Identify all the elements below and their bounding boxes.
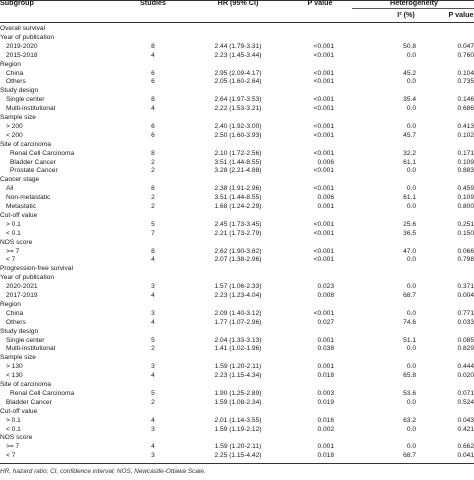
het-pvalue-cell: 0.371 xyxy=(457,283,474,291)
subgroup-cell: < 7 xyxy=(6,452,16,460)
subgroup-cell: Year of publication xyxy=(0,33,55,41)
studies-cell: 4 xyxy=(151,318,155,326)
pvalue-cell: 0.016 xyxy=(317,416,334,424)
het-pvalue-cell: 0.413 xyxy=(457,122,474,130)
table-footnote: HR, hazard ratio; CI, confidence interval; NOS, Newcastle-Ottawa Scale. xyxy=(0,468,206,475)
subgroup-cell: China xyxy=(6,69,24,77)
studies-cell: 4 xyxy=(151,51,155,59)
het-pvalue-cell: 0.251 xyxy=(457,220,474,228)
hr-cell: 1.90 (1.25-2.89) xyxy=(214,389,262,397)
studies-cell: 8 xyxy=(151,96,155,104)
subgroup-cell: Single center xyxy=(6,96,45,104)
header-het-pvalue: P value xyxy=(448,10,474,19)
subgroup-cell: 2017-2019 xyxy=(6,292,38,299)
pvalue-cell: <0.001 xyxy=(313,131,334,139)
subgroup-cell: Site of carcinoma xyxy=(0,381,51,388)
pvalue-cell: 0.002 xyxy=(317,425,334,433)
subgroup-cell: Sample size xyxy=(0,354,36,362)
studies-cell: 8 xyxy=(151,149,155,157)
hr-cell: 2.44 (1.79-3.31) xyxy=(214,42,262,50)
het-pvalue-cell: 0.760 xyxy=(457,51,474,59)
studies-cell: 4 xyxy=(151,443,155,451)
subgroup-cell: Cut-off value xyxy=(0,407,38,415)
studies-cell: 6 xyxy=(151,131,155,139)
studies-cell: 2 xyxy=(151,203,155,210)
hr-cell: 2.22 (1.53-3.21) xyxy=(214,105,262,113)
subgroup-cell: >= 7 xyxy=(6,247,20,255)
studies-cell: 6 xyxy=(151,69,155,77)
subgroup-cell: < 0.1 xyxy=(6,425,21,433)
hr-cell: 1.59 (1.08-2.34) xyxy=(214,398,262,406)
heterogeneity-rule xyxy=(352,8,474,9)
pvalue-cell: <0.001 xyxy=(313,220,334,228)
i2-cell: 0.0 xyxy=(406,283,416,291)
i2-cell: 45.2 xyxy=(403,69,416,77)
hr-cell: 2.23 (1.45-3.44) xyxy=(214,51,262,59)
pvalue-cell: <0.001 xyxy=(313,96,334,104)
i2-cell: 74.6 xyxy=(403,318,416,326)
het-pvalue-cell: 0.104 xyxy=(457,69,474,77)
subgroup-cell: Study design xyxy=(0,327,39,335)
i2-cell: 53.6 xyxy=(403,389,416,397)
subgroup-cell: All xyxy=(6,185,14,193)
hr-cell: 2.23 (1.23-4.04) xyxy=(214,292,262,299)
subgroup-cell: < 7 xyxy=(6,256,16,264)
header-hr: HR (95% CI) xyxy=(217,0,259,7)
studies-cell: 2 xyxy=(151,398,155,406)
i2-cell: 35.4 xyxy=(403,96,416,104)
subgroup-cell: Renal Cell Carcinoma xyxy=(10,149,75,157)
pvalue-cell: <0.001 xyxy=(313,122,334,130)
i2-cell: 0.0 xyxy=(406,185,416,193)
pvalue-cell: 0.023 xyxy=(317,283,334,291)
het-pvalue-cell: 0.524 xyxy=(457,398,474,406)
hr-cell: 2.05 (1.60-2.64) xyxy=(214,78,262,86)
pvalue-cell: 0.001 xyxy=(317,203,334,210)
studies-cell: 3 xyxy=(151,363,155,371)
i2-cell: 32.2 xyxy=(403,149,416,157)
het-pvalue-cell: 0.800 xyxy=(457,203,474,210)
studies-cell: 3 xyxy=(151,283,155,291)
hr-cell: 2.38 (1.91-2.96) xyxy=(214,185,262,193)
subgroup-cell: 2019-2020 xyxy=(6,42,38,50)
hr-cell: 2.01 (1.14-3.55) xyxy=(214,416,262,424)
i2-cell: 0.0 xyxy=(406,363,416,371)
studies-cell: 3 xyxy=(151,425,155,433)
i2-cell: 45.7 xyxy=(403,131,416,139)
hr-cell: 2.50 (1.60-3.93) xyxy=(214,131,262,139)
het-pvalue-cell: 0.146 xyxy=(457,96,474,104)
pvalue-cell: <0.001 xyxy=(313,309,334,317)
subgroup-cell: < 0.1 xyxy=(6,229,21,237)
pvalue-cell: <0.001 xyxy=(313,42,334,50)
studies-cell: 3 xyxy=(151,452,155,460)
het-pvalue-cell: 0.041 xyxy=(457,452,474,460)
pvalue-cell: 0.038 xyxy=(317,345,334,353)
het-pvalue-cell: 0.085 xyxy=(457,336,474,344)
i2-cell: 51.1 xyxy=(403,336,416,344)
pvalue-cell: <0.001 xyxy=(313,185,334,193)
subgroup-cell: Cut-off value xyxy=(0,211,38,219)
i2-cell: 0.0 xyxy=(406,122,416,130)
hr-cell: 2.21 (1.73-2.79) xyxy=(214,229,262,237)
i2-cell: 50.8 xyxy=(403,42,416,50)
hr-cell: 1.59 (1.20-2.11) xyxy=(214,443,262,451)
subgroup-cell: Progression-free survival xyxy=(0,265,73,273)
subgroup-cell: Sample size xyxy=(0,114,36,121)
studies-cell: 2 xyxy=(151,167,155,175)
subgroup-cell: Overall survival xyxy=(0,25,46,32)
i2-cell: 0.0 xyxy=(406,398,416,406)
subgroup-cell: > 0.1 xyxy=(6,220,21,228)
studies-cell: 5 xyxy=(151,389,155,397)
subgroup-cell: > 200 xyxy=(6,122,23,130)
hr-cell: 2.25 (1.15-4.42) xyxy=(214,452,262,460)
hr-cell: 1.59 (1.19-2.12) xyxy=(214,425,262,433)
hr-cell: 1.68 (1.24-2.29) xyxy=(214,203,262,210)
studies-cell: 6 xyxy=(151,78,155,86)
pvalue-cell: 0.006 xyxy=(317,194,334,202)
header-studies: Studies xyxy=(140,0,166,7)
subgroup-cell: NOS score xyxy=(0,434,33,442)
i2-cell: 25.6 xyxy=(403,220,416,228)
hr-cell: 1.57 (1.06-2.33) xyxy=(214,283,262,291)
i2-cell: 47.0 xyxy=(403,247,416,255)
het-pvalue-cell: 0.459 xyxy=(457,185,474,193)
het-pvalue-cell: 0.020 xyxy=(457,372,474,380)
subgroup-cell: Bladder Cancer xyxy=(10,158,56,166)
pvalue-cell: <0.001 xyxy=(313,229,334,237)
subgroup-cell: Region xyxy=(0,60,21,68)
hr-cell: 2.95 (2.09-4.17) xyxy=(214,69,262,77)
studies-cell: 6 xyxy=(151,122,155,130)
header-i2: I² (%) xyxy=(397,10,415,19)
het-pvalue-cell: 0.150 xyxy=(457,229,474,237)
i2-cell: 0.0 xyxy=(406,51,416,59)
studies-cell: 3 xyxy=(151,309,155,317)
i2-cell: 0.0 xyxy=(406,345,416,353)
i2-cell: 61.1 xyxy=(403,158,416,166)
het-pvalue-cell: 0.883 xyxy=(457,167,474,175)
subgroup-cell: Region xyxy=(0,300,21,308)
pvalue-cell: <0.001 xyxy=(313,69,334,77)
pvalue-cell: 0.006 xyxy=(317,158,334,166)
hr-cell: 3.28 (2.21-4.88) xyxy=(214,167,262,175)
subgroup-cell: Metastatic xyxy=(6,203,37,210)
subgroup-cell: < 130 xyxy=(6,372,23,380)
subgroup-cell: 2020-2021 xyxy=(6,283,38,291)
subgroup-cell: Others xyxy=(6,78,26,86)
i2-cell: 0.0 xyxy=(406,443,416,451)
pvalue-cell: <0.001 xyxy=(313,78,334,86)
i2-cell: 68.7 xyxy=(403,452,416,460)
subgroup-cell: 2015-2018 xyxy=(6,51,38,59)
subgroup-cell: Bladder Cancer xyxy=(6,398,52,406)
hr-cell: 2.40 (1.92-3.00) xyxy=(214,122,262,130)
studies-cell: 5 xyxy=(151,336,155,344)
studies-cell: 2 xyxy=(151,194,155,202)
i2-cell: 0.0 xyxy=(406,256,416,264)
hr-cell: 1.41 (1.02-1.96) xyxy=(214,345,262,353)
studies-cell: 8 xyxy=(151,42,155,50)
subgroup-cell: > 0.1 xyxy=(6,416,21,424)
i2-cell: 65.8 xyxy=(403,372,416,380)
subgroup-cell: Multi-institutional xyxy=(6,105,56,113)
subgroup-cell: China xyxy=(6,309,24,317)
subgroup-cell: Single center xyxy=(6,336,45,344)
het-pvalue-cell: 0.109 xyxy=(457,194,474,202)
pvalue-cell: <0.001 xyxy=(313,51,334,59)
hr-cell: 2.45 (1.73-3.45) xyxy=(214,220,262,228)
subgroup-cell: > 130 xyxy=(6,363,23,371)
het-pvalue-cell: 0.033 xyxy=(457,318,474,326)
pvalue-cell: <0.001 xyxy=(313,247,334,255)
subgroup-cell: >= 7 xyxy=(6,443,20,451)
het-pvalue-cell: 0.686 xyxy=(457,105,474,113)
het-pvalue-cell: 0.047 xyxy=(457,42,474,50)
pvalue-cell: 0.001 xyxy=(317,443,334,451)
het-pvalue-cell: 0.662 xyxy=(457,443,474,451)
pvalue-cell: <0.001 xyxy=(313,167,334,175)
hr-cell: 3.51 (1.44-8.55) xyxy=(214,194,262,202)
studies-cell: 8 xyxy=(151,247,155,255)
i2-cell: 0.0 xyxy=(406,105,416,113)
hr-cell: 2.62 (1.90-3.62) xyxy=(214,247,262,255)
het-pvalue-cell: 0.421 xyxy=(457,425,474,433)
studies-cell: 4 xyxy=(151,416,155,424)
subgroup-cell: Year of publication xyxy=(0,274,55,282)
studies-cell: 2 xyxy=(151,345,155,353)
hr-cell: 2.10 (1.72-2.56) xyxy=(214,149,262,157)
studies-cell: 8 xyxy=(151,185,155,193)
het-pvalue-cell: 0.171 xyxy=(457,149,474,157)
pvalue-cell: 0.008 xyxy=(317,292,334,299)
table-bottom-rule xyxy=(0,463,474,464)
het-pvalue-cell: 0.102 xyxy=(457,131,474,139)
table-header-rule xyxy=(0,22,474,23)
het-pvalue-cell: 0.004 xyxy=(457,292,474,299)
studies-cell: 4 xyxy=(151,292,155,299)
studies-cell: 7 xyxy=(151,229,155,237)
i2-cell: 0.0 xyxy=(406,167,416,175)
hr-cell: 1.77 (1.07-2.96) xyxy=(214,318,262,326)
pvalue-cell: 0.019 xyxy=(317,398,334,406)
subgroup-cell: Study design xyxy=(0,87,39,95)
het-pvalue-cell: 0.109 xyxy=(457,158,474,166)
header-subgroup: Subgroup xyxy=(0,0,34,7)
i2-cell: 36.5 xyxy=(403,229,416,237)
het-pvalue-cell: 0.444 xyxy=(457,363,474,371)
studies-cell: 4 xyxy=(151,105,155,113)
i2-cell: 61.1 xyxy=(403,194,416,202)
het-pvalue-cell: 0.066 xyxy=(457,247,474,255)
table-row xyxy=(0,451,474,462)
hr-cell: 2.23 (1.15-4.34) xyxy=(214,372,262,380)
hr-cell: 2.07 (1.38-2.96) xyxy=(214,256,262,264)
subgroup-cell: Cancer stage xyxy=(0,176,40,184)
subgroup-cell: < 200 xyxy=(6,131,23,139)
subgroup-cell: Site of carcinoma xyxy=(0,140,51,148)
pvalue-cell: 0.001 xyxy=(317,363,334,371)
pvalue-cell: <0.001 xyxy=(313,256,334,264)
hr-cell: 2.64 (1.97-3.53) xyxy=(214,96,262,104)
het-pvalue-cell: 0.798 xyxy=(457,256,474,264)
pvalue-cell: 0.018 xyxy=(317,372,334,380)
studies-cell: 4 xyxy=(151,372,155,380)
subgroup-cell: NOS score xyxy=(0,238,33,246)
i2-cell: 0.0 xyxy=(406,78,416,86)
subgroup-cell: Non-metastatic xyxy=(6,194,51,202)
subgroup-cell: Renal Cell Carcinoma xyxy=(10,389,75,397)
hr-cell: 2.04 (1.33-3.13) xyxy=(214,336,262,344)
header-pvalue: P value xyxy=(307,0,333,7)
pvalue-cell: 0.003 xyxy=(317,389,334,397)
studies-cell: 5 xyxy=(151,220,155,228)
subgroup-cell: Multi-institutional xyxy=(6,345,56,353)
het-pvalue-cell: 0.771 xyxy=(457,309,474,317)
pvalue-cell: 0.018 xyxy=(317,452,334,460)
subgroup-cell: Others xyxy=(6,318,26,326)
pvalue-cell: <0.001 xyxy=(313,105,334,113)
het-pvalue-cell: 0.043 xyxy=(457,416,474,424)
het-pvalue-cell: 0.071 xyxy=(457,389,474,397)
header-heterogeneity: Heterogeneity xyxy=(390,0,438,7)
hr-cell: 1.59 (1.20-2.11) xyxy=(214,363,262,371)
pvalue-cell: 0.001 xyxy=(317,336,334,344)
hr-cell: 3.51 (1.44-8.55) xyxy=(214,158,262,166)
i2-cell: 0.0 xyxy=(406,425,416,433)
hr-cell: 2.09 (1.40-3.12) xyxy=(214,309,262,317)
het-pvalue-cell: 0.735 xyxy=(457,78,474,86)
i2-cell: 0.0 xyxy=(406,309,416,317)
het-pvalue-cell: 0.829 xyxy=(457,345,474,353)
pvalue-cell: <0.001 xyxy=(313,149,334,157)
studies-cell: 2 xyxy=(151,158,155,166)
studies-cell: 4 xyxy=(151,256,155,264)
i2-cell: 0.0 xyxy=(406,203,416,210)
i2-cell: 68.7 xyxy=(403,292,416,299)
i2-cell: 63.2 xyxy=(403,416,416,424)
pvalue-cell: 0.027 xyxy=(317,318,334,326)
subgroup-cell: Prostate Cancer xyxy=(10,167,58,175)
